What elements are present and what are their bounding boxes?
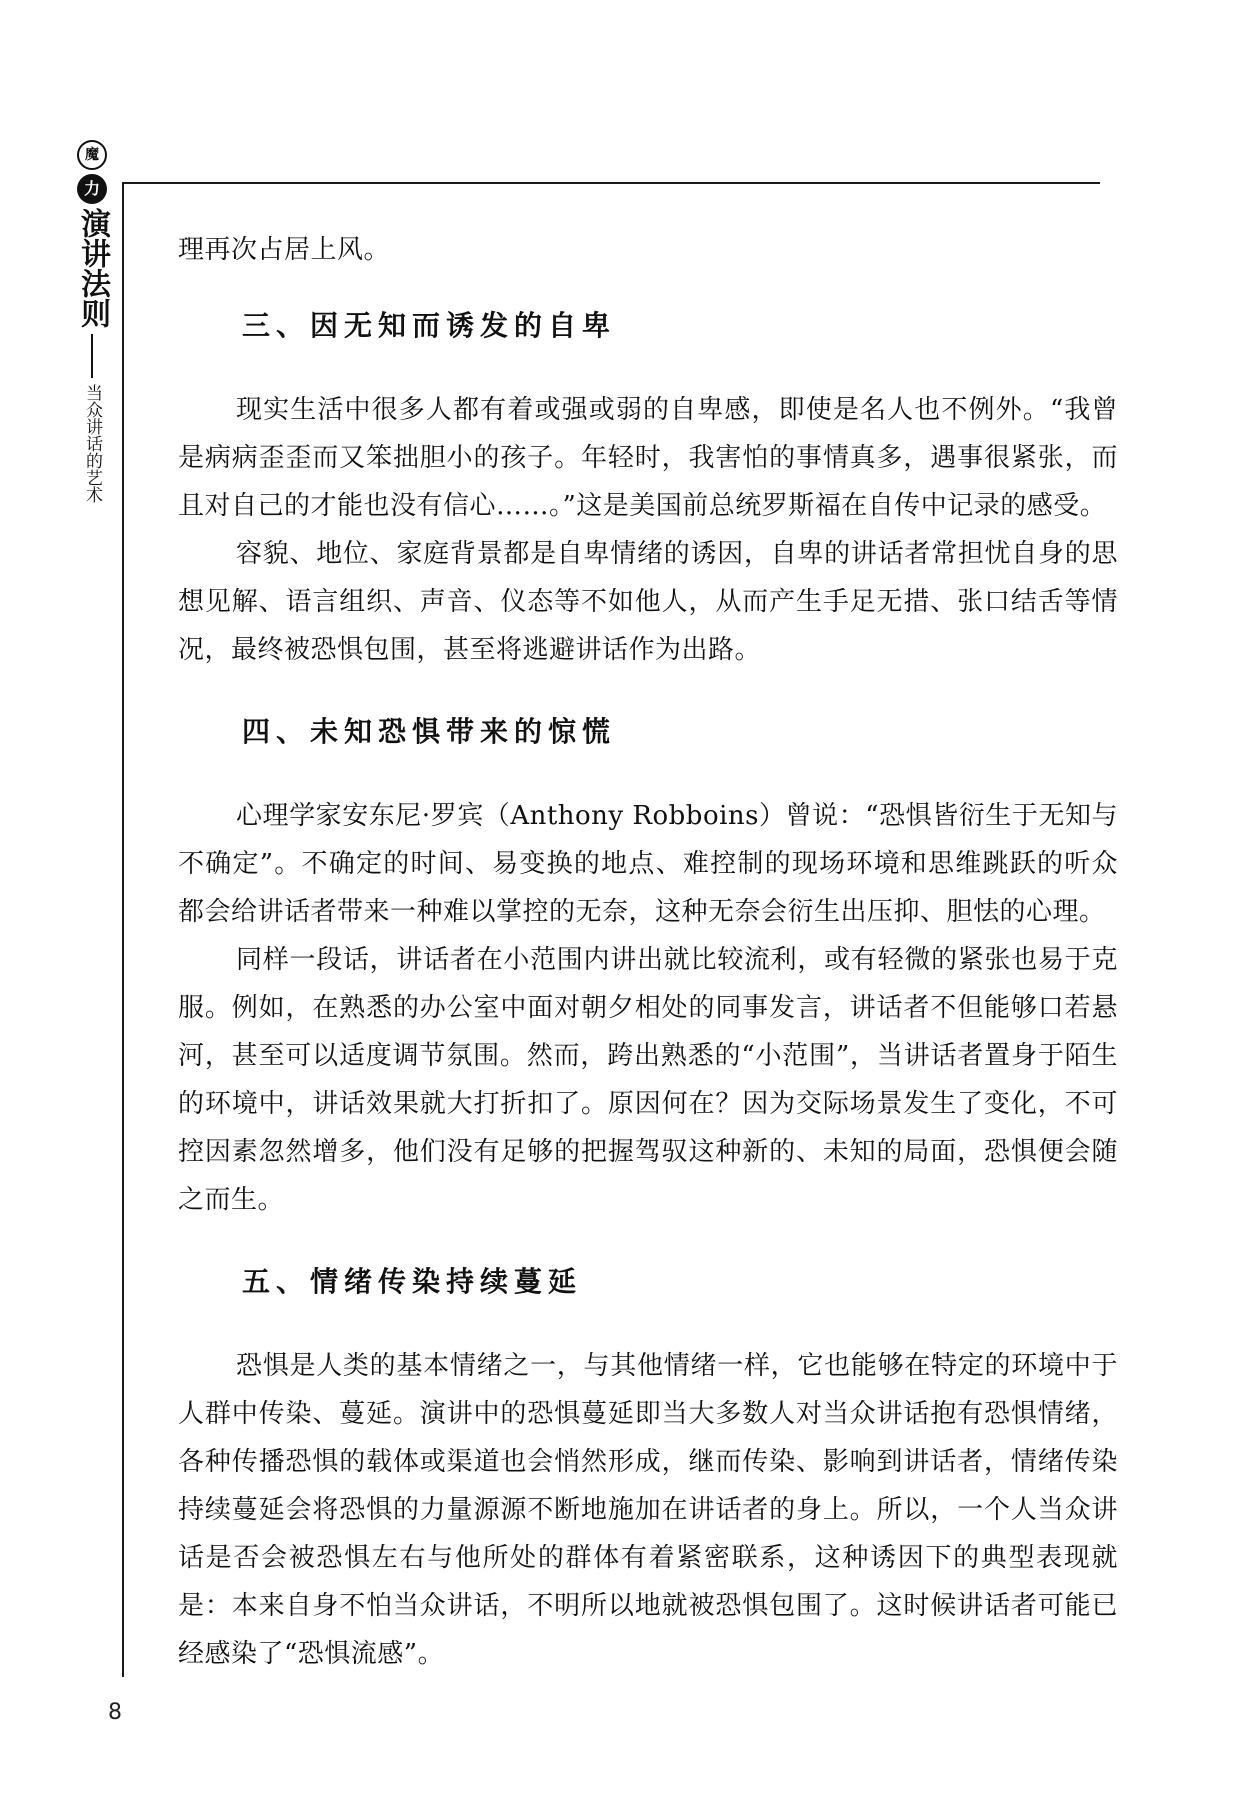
book-spine-title [72, 140, 112, 503]
left-rule [122, 182, 124, 1677]
spine-badge-mo: 魔 [77, 140, 107, 170]
paragraph: 容貌、地位、家庭背景都是自卑情绪的诱因，自卑的讲话者常担忧自身的思想见解、语言组织、声音、仪态等不如他人，从而产生手足无措、张口结舌等情况，最终被恐惧包围，甚至将逃避讲话作为出路。 [178, 539, 1118, 665]
paragraph-continuation: 理再次占居上风。 [178, 235, 391, 265]
spine-dash [91, 334, 93, 378]
section-heading-3: 三、因无知而诱发的自卑 [242, 309, 617, 342]
page-body [178, 226, 1118, 1678]
section-heading-4: 四、未知恐惧带来的惊慌 [242, 715, 617, 748]
spine-subtitle: 当众讲话的艺术 [82, 384, 102, 503]
spine-badge-li: 力 [77, 174, 107, 204]
spine-main-title: 演讲法则 [75, 208, 110, 328]
top-rule [122, 182, 1100, 184]
page-number: 8 [108, 1700, 122, 1725]
paragraph: 现实生活中很多人都有着或强或弱的自卑感，即使是名人也不例外。“我曾是病病歪歪而又笨拙胆小的孩子。年轻时，我害怕的事情真多，遇事很紧张，而且对自己的才能也没有信心……。”这是美国前总统罗斯福在自传中记录的感受。 [178, 395, 1118, 521]
paragraph: 心理学家安东尼·罗宾（Anthony Robboins）曾说：“恐惧皆衍生于无知与不确定”。不确定的时间、易变换的地点、难控制的现场环境和思维跳跃的听众都会给讲话者带来一种难以掌控的无奈，这种无奈会衍生出压抑、胆怯的心理。 [178, 801, 1118, 927]
section-heading-5: 五、情绪传染持续蔓延 [242, 1265, 583, 1298]
paragraph: 恐惧是人类的基本情绪之一，与其他情绪一样，它也能够在特定的环境中于人群中传染、蔓延。演讲中的恐惧蔓延即当大多数人对当众讲话抱有恐惧情绪，各种传播恐惧的载体或渠道也会悄然形成，继而传染、影响到讲话者，情绪传染持续蔓延会将恐惧的力量源源不断地施加在讲话者的身上。所以，一个人当众讲话是否会被恐惧左右与他所处的群体有着紧密联系，这种诱因下的典型表现就是：本来自身不怕当众讲话，不明所以地就被恐惧包围了。这时候讲话者可能已经感染了“恐惧流感”。 [178, 1351, 1118, 1669]
paragraph: 同样一段话，讲话者在小范围内讲出就比较流利，或有轻微的紧张也易于克服。例如，在熟悉的办公室中面对朝夕相处的同事发言，讲话者不但能够口若悬河，甚至可以适度调节氛围。然而，跨出熟悉的“小范围”，当讲话者置身于陌生的环境中，讲话效果就大打折扣了。原因何在？因为交际场景发生了变化，不可控因素忽然增多，他们没有足够的把握驾驭这种新的、未知的局面，恐惧便会随之而生。 [178, 945, 1118, 1215]
